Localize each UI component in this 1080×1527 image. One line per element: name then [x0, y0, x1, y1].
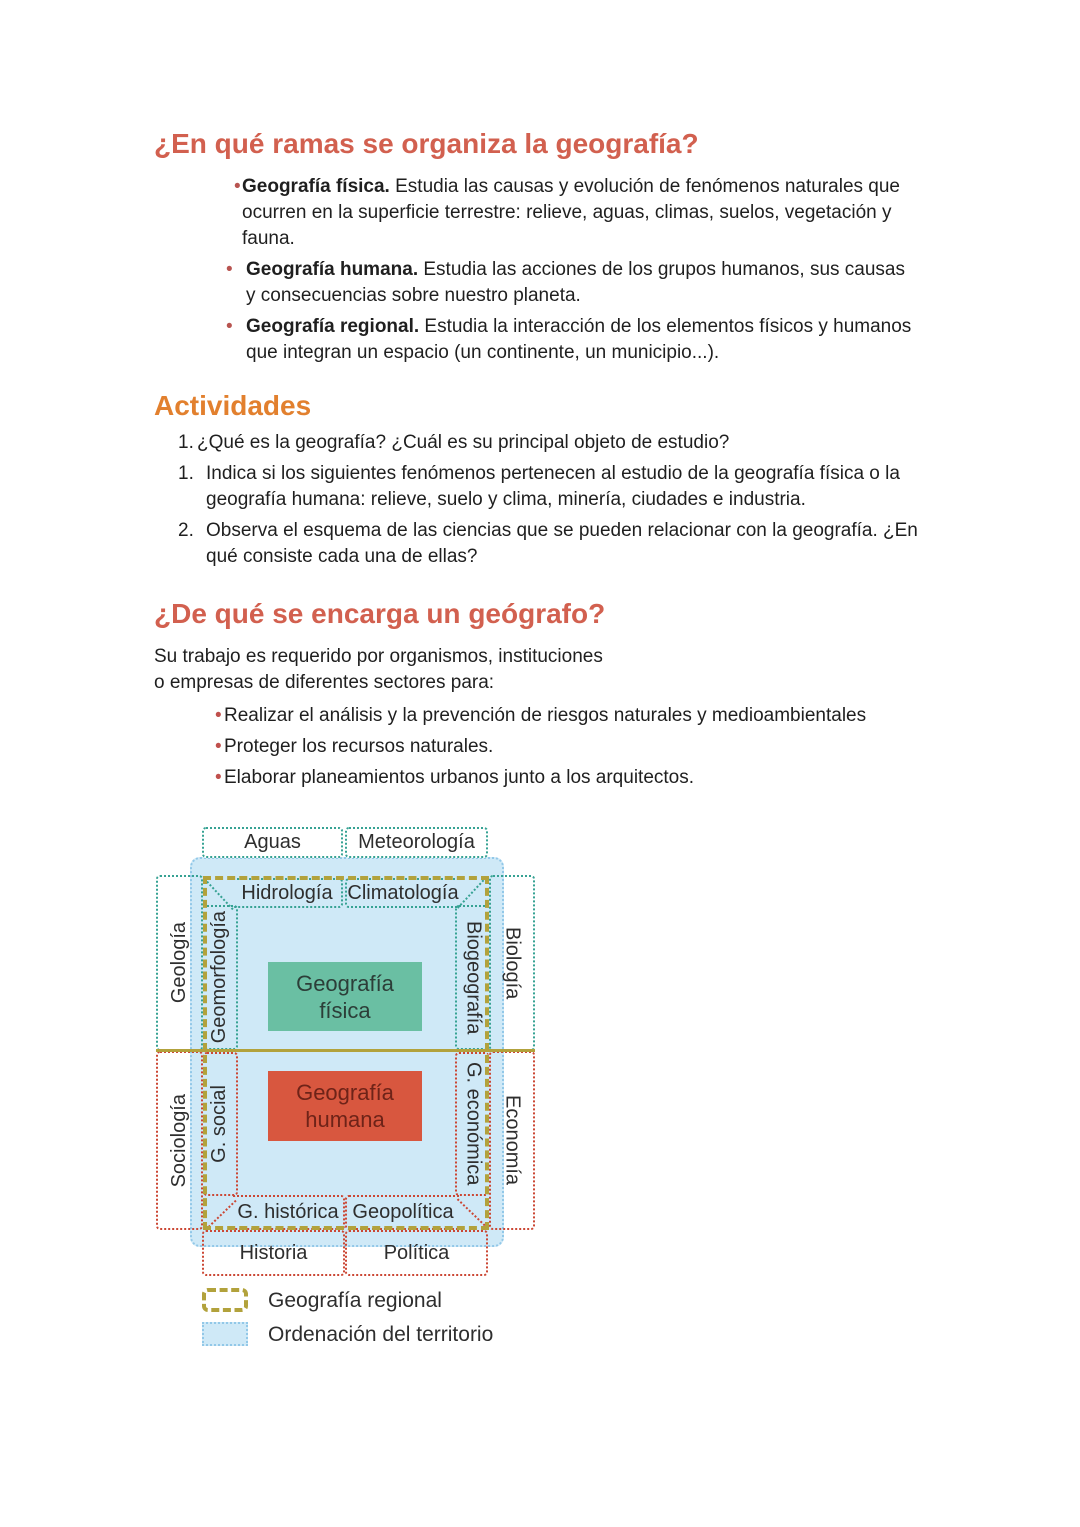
cell-label: Hidrología	[241, 881, 333, 904]
bullet-icon: •	[234, 176, 241, 197]
list-item	[215, 703, 975, 729]
regional-geography-frame	[203, 876, 489, 1230]
legend-label-territorio: Ordenación del territorio	[268, 1323, 494, 1346]
cell-label: Geomorfología	[208, 911, 230, 1044]
cell-label: Sociología	[168, 1093, 190, 1188]
cell-label: G. histórica	[237, 1201, 339, 1223]
actividades-list	[178, 430, 920, 575]
item-text: Estudia la interacción de los elementos físicos y humanos que integran un espacio (un continente, un municipio...).	[246, 316, 912, 363]
cell-politica	[345, 1230, 488, 1276]
geografo-list	[215, 703, 975, 796]
geografo-intro-line1: Su trabajo es requerido por organismos, instituciones	[154, 646, 603, 667]
cell-geologia	[156, 875, 203, 1051]
bullet-icon: •	[226, 316, 233, 337]
cell-label: Aguas	[244, 831, 301, 853]
cell-label: Geopolítica	[352, 1201, 454, 1223]
cell-meteorologia	[345, 827, 488, 858]
geografo-intro-line2: o empresas de diferentes sectores para:	[154, 672, 495, 693]
item-text: Estudia las causas y evolución de fenómenos naturales que ocurren en la superficie terrestre: relieve, aguas, climas, suelos, vegetación y fauna.	[242, 176, 900, 249]
human-geography-box	[268, 1071, 422, 1141]
cell-label: Geología	[168, 922, 190, 1004]
list-item	[178, 518, 920, 570]
cell-label: Climatología	[347, 881, 459, 904]
item-text: Indica si los siguientes fenómenos pertenecen al estudio de la geografía física o la geografía humana: relieve, suelo y clima, minería, ciudades e industria.	[206, 463, 900, 510]
physical-geography-box	[268, 962, 422, 1031]
bullet-icon: •	[215, 767, 222, 788]
item-text: Elaborar planeamientos urbanos junto a los arquitectos.	[224, 767, 695, 788]
item-text: Proteger los recursos naturales.	[224, 736, 494, 757]
list-item	[215, 734, 975, 760]
term-label: Geografía física.	[242, 176, 390, 197]
geography-sciences-diagram	[150, 818, 550, 1378]
cell-label: Biogeografía	[462, 920, 485, 1035]
list-item	[215, 765, 975, 791]
legend-label-regional: Geografía regional	[268, 1289, 442, 1312]
list-item	[178, 430, 920, 456]
section-title-ramas: ¿En qué ramas se organiza la geografía?	[154, 128, 699, 159]
cell-sociologia	[156, 1051, 203, 1230]
section-title-geografo: ¿De qué se encarga un geógrafo?	[154, 598, 606, 629]
item-number: 1.	[178, 463, 194, 484]
bullet-icon: •	[215, 705, 222, 726]
item-text: ¿Qué es la geografía? ¿Cuál es su principal objeto de estudio?	[197, 432, 730, 453]
cell-label: Biología	[501, 926, 524, 1000]
bullet-icon: •	[226, 259, 233, 280]
cell-biologia	[489, 875, 535, 1051]
list-item	[218, 314, 918, 366]
list-item	[178, 461, 920, 513]
cell-label: Historia	[239, 1241, 308, 1264]
cell-label: G. económica	[462, 1062, 485, 1186]
cell-label: Meteorología	[358, 831, 475, 853]
ramas-list	[218, 174, 918, 371]
item-text: Estudia las acciones de los grupos humanos, sus causas y consecuencias sobre nuestro planeta.	[246, 259, 905, 306]
cell-label: Política	[383, 1241, 450, 1264]
item-number: 1.	[178, 432, 194, 453]
box-label: Geografía física	[296, 970, 394, 1023]
cell-historia	[202, 1230, 345, 1276]
item-text: Realizar el análisis y la prevención de riesgos naturales y medioambientales	[224, 705, 867, 726]
item-text: Observa el esquema de las ciencias que se pueden relacionar con la geografía. ¿En qué consiste cada una de ellas?	[206, 520, 918, 567]
list-item	[218, 174, 918, 252]
list-item	[218, 257, 918, 309]
cell-label: Economía	[501, 1095, 524, 1186]
term-label: Geografía regional.	[246, 316, 420, 337]
physical-human-divider-line	[156, 1049, 535, 1052]
cell-economia	[489, 1051, 535, 1230]
legend-swatch-territorio	[202, 1322, 248, 1346]
term-label: Geografía humana.	[246, 259, 419, 280]
legend-swatch-regional	[202, 1288, 248, 1312]
item-number: 2.	[178, 520, 194, 541]
cell-aguas	[202, 827, 343, 858]
box-label: Geografía humana	[296, 1080, 394, 1132]
cell-label: G. social	[208, 1085, 230, 1163]
section-title-actividades: Actividades	[154, 390, 312, 421]
bullet-icon: •	[215, 736, 222, 757]
